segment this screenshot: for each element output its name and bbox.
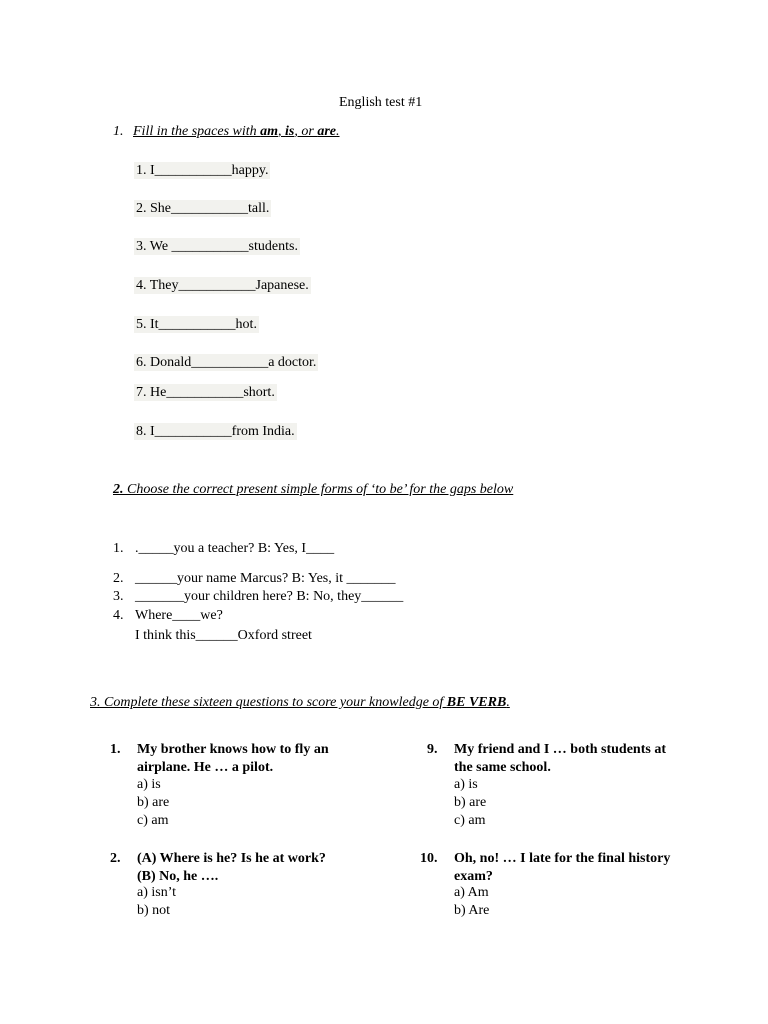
gap-item-number: 2.	[113, 571, 124, 586]
question-10-line1: Oh, no! … I late for the final history	[454, 851, 671, 866]
section3-instruction: Complete these sixteen questions to score your knowledge of	[100, 695, 447, 710]
word-is: is	[285, 124, 295, 139]
word-am: am	[260, 124, 279, 139]
question-2-number: 2.	[110, 851, 121, 866]
question-10-line2: exam?	[454, 869, 493, 884]
fill-item-3: 3. We ___________students.	[136, 239, 298, 254]
question-1-line2: airplane. He … a pilot.	[137, 760, 274, 775]
page-title: English test #1	[339, 95, 423, 110]
gap-item-text: Where____we?	[135, 608, 223, 623]
question-9-option-b: b) are	[454, 795, 487, 810]
fill-item-2: 2. She___________tall.	[136, 201, 270, 216]
question-2-option-a: a) isn’t	[137, 885, 177, 900]
section1-end: .	[336, 124, 340, 139]
fill-item-1: 1. I___________happy.	[136, 163, 269, 178]
section2-instruction: Choose the correct present simple forms of ‘to be’ for the gaps below	[123, 482, 514, 497]
fill-item-7: 7. He___________short.	[136, 385, 275, 400]
question-9-number: 9.	[427, 742, 438, 757]
question-2-line1: (A) Where is he? Is he at work?	[137, 851, 326, 866]
section2-heading	[113, 481, 513, 498]
question-10-number: 10.	[420, 851, 438, 866]
section1-instruction	[133, 124, 340, 139]
question-1-number: 1.	[110, 742, 121, 757]
question-10-option-a: a) Am	[454, 885, 489, 900]
gap-item-text: ._____you a teacher? B: Yes, I____	[135, 541, 335, 556]
sep2: , or	[294, 124, 318, 139]
section1-number: 1.	[113, 124, 124, 139]
question-9-option-c: c) am	[454, 813, 486, 828]
section3-number: 3.	[90, 695, 101, 710]
fill-item-4: 4. They___________Japanese.	[136, 278, 309, 293]
fill-item-6: 6. Donald___________a doctor.	[136, 355, 317, 370]
question-9-option-a: a) is	[454, 777, 478, 792]
gap-item-1	[113, 540, 334, 557]
section3-heading	[90, 694, 510, 711]
section1-heading	[113, 123, 340, 140]
question-9-line1: My friend and I … both students at	[454, 742, 666, 757]
gap-item-3	[113, 588, 403, 605]
fill-item-5: 5. It___________hot.	[136, 317, 257, 332]
section2-number: 2.	[113, 482, 124, 497]
fill-item-8: 8. I___________from India.	[136, 424, 295, 439]
gap-item-4	[113, 607, 223, 624]
section3-bold-term: BE VERB	[446, 695, 507, 710]
gap-item-number: 3.	[113, 589, 124, 604]
question-1-option-a: a) is	[137, 777, 161, 792]
question-1-option-c: c) am	[137, 813, 169, 828]
gap-item-4-extra: I think this______Oxford street	[135, 628, 312, 643]
gap-item-text: ______your name Marcus? B: Yes, it _______	[135, 571, 396, 586]
word-are: are	[317, 124, 337, 139]
gap-item-text: _______your children here? B: No, they______	[135, 589, 404, 604]
sep1: ,	[278, 124, 286, 139]
question-10-option-b: b) Are	[454, 903, 490, 918]
question-1-line1: My brother knows how to fly an	[137, 742, 329, 757]
question-1-option-b: b) are	[137, 795, 170, 810]
question-9-line2: the same school.	[454, 760, 551, 775]
gap-item-2	[113, 570, 396, 587]
gap-item-number: 4.	[113, 608, 124, 623]
section3-end: .	[506, 695, 510, 710]
question-2-option-b: b) not	[137, 903, 171, 918]
question-2-line2: (B) No, he ….	[137, 869, 219, 884]
section1-instruction-text: Fill in the spaces with	[133, 124, 261, 139]
gap-item-number: 1.	[113, 541, 124, 556]
